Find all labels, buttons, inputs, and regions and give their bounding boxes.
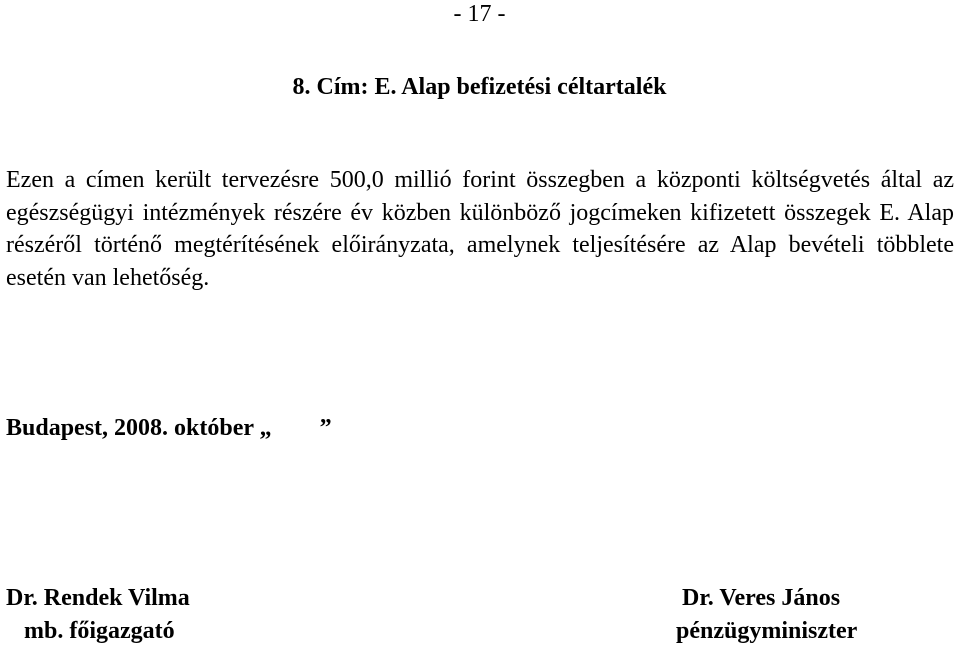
section-title: 8. Cím: E. Alap befizetési céltartalék — [292, 74, 667, 100]
signatory-right-title: pénzügyminiszter — [676, 618, 858, 644]
signatory-left-name: Dr. Rendek Vilma — [6, 585, 190, 611]
signatory-right-name: Dr. Veres János — [682, 585, 841, 611]
page-number: - 17 - — [453, 1, 506, 27]
signatory-left-title: mb. főigazgató — [24, 618, 175, 644]
body-paragraph: Ezen a címen került tervezésre 500,0 millió forint összegben a központi költségvetés által az egészségügyi intézmények részére év közben különböző jogcímeken kifizetett összegek E. Alap részéről történő megtérítésének előirányzata, amelynek teljesítésére az Alap bevételi többlete esetén van lehetőség. — [6, 167, 954, 291]
date-line: Budapest, 2008. október „ ” — [6, 415, 332, 441]
